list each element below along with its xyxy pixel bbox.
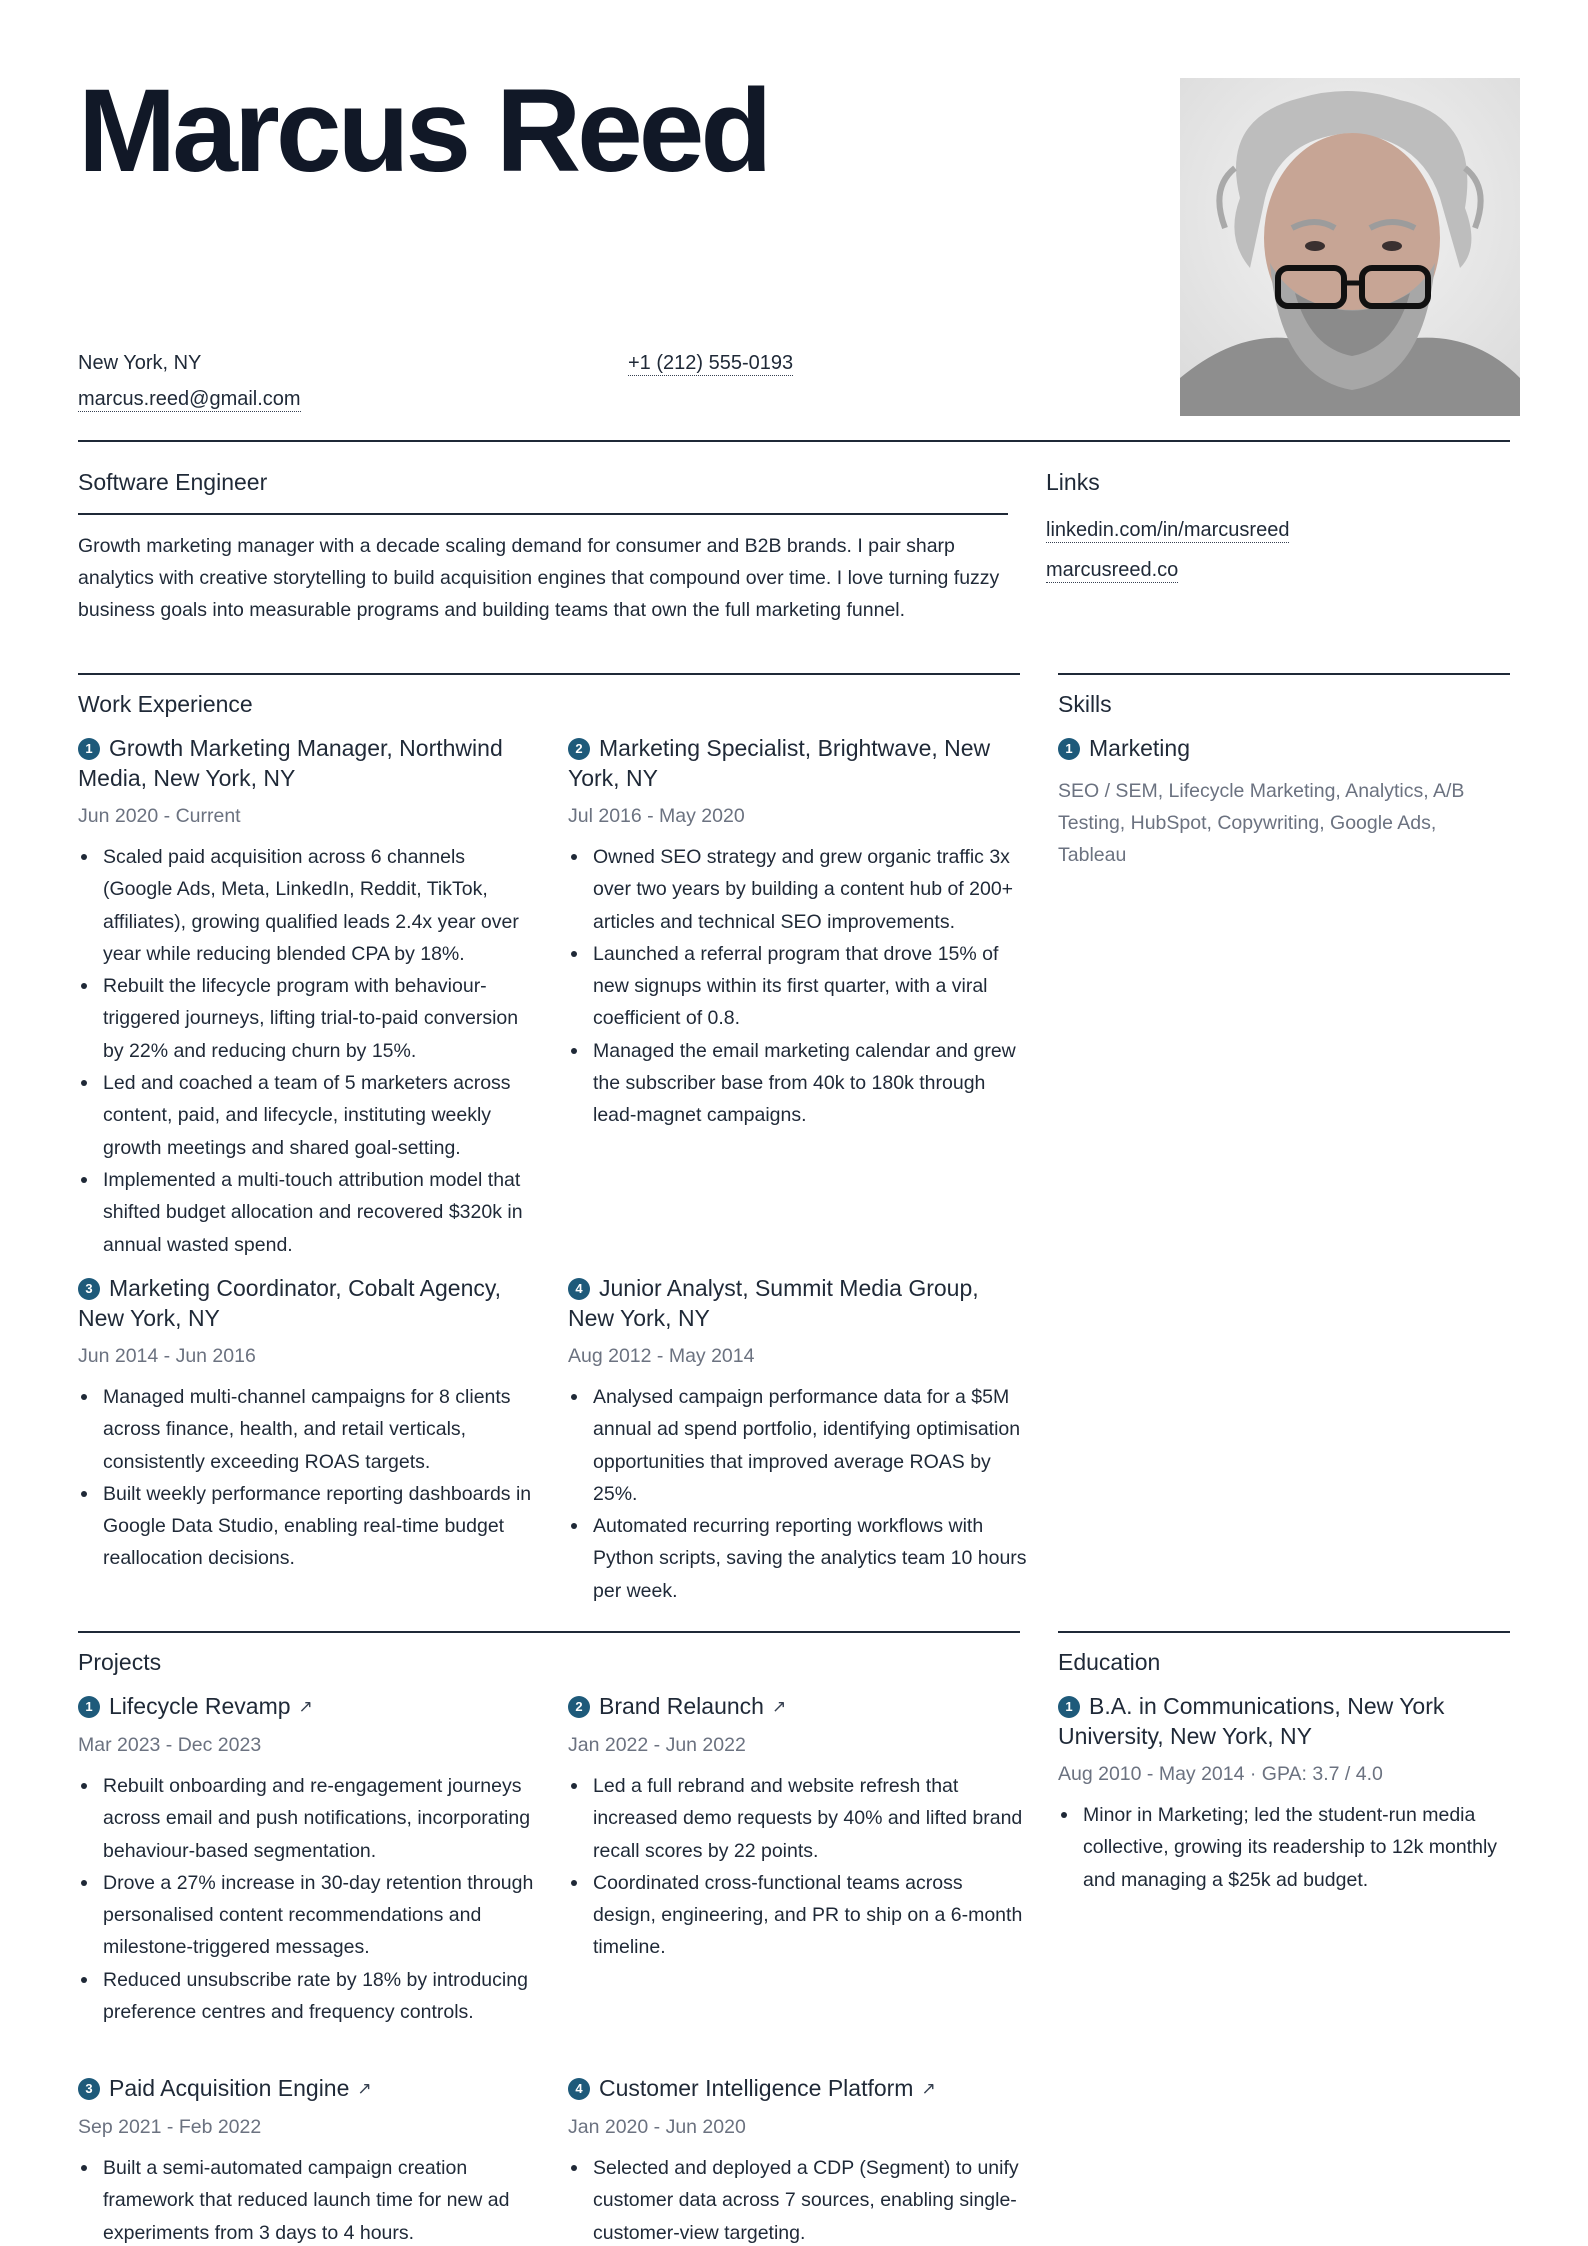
bullet-item: Launched a referral program that drove 15% of new signups within its first quarter, with a viral coefficient of 0.8. [568, 938, 1028, 1035]
project-date: Mar 2023 - Dec 2023 [78, 1734, 262, 1756]
entry-number-badge: 1 [78, 738, 100, 760]
project-entry-2 [568, 1691, 1028, 1964]
bullet-item: Analysed campaign performance data for a $5M annual ad spend portfolio, identifying optimisation opportunities that improved average ROAS by 25%. [568, 1381, 1028, 1510]
profile-photo [1180, 78, 1520, 416]
work-entry-title: 3 Marketing Coordinator, Cobalt Agency, New York, NY [78, 1275, 502, 1331]
work-entry-bullets [78, 1381, 538, 1575]
degree-title: 1 B.A. in Communications, New York University, New York, NY [1058, 1693, 1445, 1749]
work-entry-4 [568, 1273, 1028, 1607]
entry-number-badge: 4 [568, 2078, 590, 2100]
project-bullets [568, 2152, 1028, 2246]
bullet-item: Selected and deployed a CDP (Segment) to unify customer data across 7 sources, enabling single-customer-view targeting. [568, 2152, 1028, 2246]
project-bullets [568, 1770, 1028, 1964]
skills-heading: Skills [1058, 691, 1112, 717]
bullet-item: Coordinated cross-functional teams across design, engineering, and PR to ship on a 6-month timeline. [568, 1867, 1028, 1964]
job-title: Software Engineer [78, 469, 268, 495]
education-entry [1058, 1691, 1498, 1896]
bullet-item: Built weekly performance reporting dashboards in Google Data Studio, enabling real-time budget reallocation decisions. [78, 1478, 538, 1575]
project-bullets [78, 1770, 538, 2028]
bullet-item: Scaled paid acquisition across 6 channels (Google Ads, Meta, LinkedIn, Reddit, TikTok, affiliates), growing qualified leads 2.4x year over year while reducing blended CPA by 18%. [78, 841, 538, 970]
work-entry-bullets [78, 841, 538, 1261]
candidate-name: Marcus Reed [78, 65, 769, 197]
location-text: New York, NY [78, 352, 202, 374]
linkedin-link[interactable]: linkedin.com/in/marcusreed [1046, 519, 1290, 541]
email-link[interactable]: marcus.reed@gmail.com [78, 388, 301, 410]
entry-number-badge: 3 [78, 2078, 100, 2100]
profile-summary: Growth marketing manager with a decade scaling demand for consumer and B2B brands. I pair sharp analytics with creative storytelling to build acquisition engines that compound over time. I love turning fuzzy business goals into measurable programs and building teams that own the full marketing funnel. [78, 535, 1000, 621]
external-link-icon[interactable]: ↗ [298, 1697, 313, 1716]
project-date: Sep 2021 - Feb 2022 [78, 2116, 262, 2138]
entry-number-badge: 2 [568, 738, 590, 760]
work-entry-date: Jul 2016 - May 2020 [568, 805, 745, 827]
work-divider [78, 673, 1020, 675]
entry-number-badge: 1 [1058, 1696, 1080, 1718]
skill-list: SEO / SEM, Lifecycle Marketing, Analytics, A/B Testing, HubSpot, Copywriting, Google Ads, Tableau [1058, 780, 1465, 866]
project-title: 1 Lifecycle Revamp ↗ [78, 1691, 538, 1722]
work-entry-title: 2 Marketing Specialist, Brightwave, New York, NY [568, 735, 991, 791]
bullet-item: Rebuilt the lifecycle program with behaviour-triggered journeys, lifting trial-to-paid conversion by 22% and reducing churn by 15%. [78, 970, 538, 1067]
phone-link[interactable]: +1 (212) 555-0193 [628, 352, 794, 374]
work-heading: Work Experience [78, 691, 253, 717]
bullet-item: Implemented a multi-touch attribution model that shifted budget allocation and recovered $320k in annual wasted spend. [78, 1164, 538, 1261]
skills-divider [1058, 673, 1510, 675]
project-title: 4 Customer Intelligence Platform ↗ [568, 2073, 1028, 2104]
website-link[interactable]: marcusreed.co [1046, 559, 1179, 581]
bullet-item: Minor in Marketing; led the student-run media collective, growing its readership to 12k monthly and managing a $25k ad budget. [1058, 1799, 1498, 1896]
work-entry-date: Aug 2012 - May 2014 [568, 1345, 755, 1367]
work-entry-title: 4 Junior Analyst, Summit Media Group, New York, NY [568, 1275, 979, 1331]
entry-number-badge: 1 [1058, 738, 1080, 760]
project-title: 3 Paid Acquisition Engine ↗ [78, 2073, 538, 2104]
skills-entry [1058, 733, 1498, 871]
skill-category-title: 1 Marketing [1058, 733, 1498, 763]
bullet-item: Rebuilt onboarding and re-engagement journeys across email and push notifications, incorporating behaviour-based segmentation. [78, 1770, 538, 1867]
bullet-item: Led and coached a team of 5 marketers across content, paid, and lifecycle, instituting weekly growth meetings and shared goal-setting. [78, 1067, 538, 1164]
work-entry-date: Jun 2020 - Current [78, 805, 241, 827]
project-date: Jan 2020 - Jun 2020 [568, 2116, 746, 2138]
work-entry-2 [568, 733, 1028, 1132]
education-divider [1058, 1631, 1510, 1633]
bullet-item: Drove a 27% increase in 30-day retention through personalised content recommendations and milestone-triggered messages. [78, 1867, 538, 1964]
bullet-item: Led a full rebrand and website refresh that increased demo requests by 40% and lifted brand recall scores by 22 points. [568, 1770, 1028, 1867]
portrait-image [1180, 78, 1520, 416]
education-bullets [1058, 1799, 1498, 1896]
project-entry-1 [78, 1691, 538, 2028]
links-heading: Links [1046, 469, 1100, 495]
resume-page [78, 0, 1510, 2246]
entry-number-badge: 4 [568, 1278, 590, 1300]
external-link-icon[interactable]: ↗ [357, 2079, 372, 2098]
header-divider [78, 440, 1510, 442]
title-divider [78, 513, 1008, 515]
bullet-item: Managed multi-channel campaigns for 8 clients across finance, health, and retail verticals, consistently exceeding ROAS targets. [78, 1381, 538, 1478]
work-entry-3 [78, 1273, 538, 1575]
work-entry-bullets [568, 841, 1028, 1132]
external-link-icon[interactable]: ↗ [771, 1697, 787, 1716]
projects-divider [78, 1631, 1020, 1633]
bullet-item: Automated recurring reporting workflows with Python scripts, saving the analytics team 10 hours per week. [568, 1510, 1028, 1607]
entry-number-badge: 1 [78, 1696, 100, 1718]
project-entry-4 [568, 2073, 1028, 2246]
bullet-item: Managed the email marketing calendar and grew the subscriber base from 40k to 180k through lead-magnet campaigns. [568, 1035, 1028, 1132]
work-entry-title: 1 Growth Marketing Manager, Northwind Media, New York, NY [78, 735, 503, 791]
work-entry-date: Jun 2014 - Jun 2016 [78, 1345, 256, 1367]
bullet-item: Owned SEO strategy and grew organic traffic 3x over two years by building a content hub of 200+ articles and technical SEO improvements. [568, 841, 1028, 938]
project-bullets [78, 2152, 538, 2246]
bullet-item: Built a semi-automated campaign creation framework that reduced launch time for new ad experiments from 3 days to 4 hours. [78, 2152, 538, 2246]
bullet-item: Reduced unsubscribe rate by 18% by introducing preference centres and frequency controls. [78, 1964, 538, 2029]
project-date: Jan 2022 - Jun 2022 [568, 1734, 746, 1756]
entry-number-badge: 2 [568, 1696, 590, 1718]
project-entry-3 [78, 2073, 538, 2246]
work-entry-bullets [568, 1381, 1028, 1607]
projects-heading: Projects [78, 1649, 162, 1675]
education-date: Aug 2010 - May 2014 · GPA: 3.7 / 4.0 [1058, 1763, 1383, 1785]
project-title: 2 Brand Relaunch ↗ [568, 1691, 1028, 1722]
education-heading: Education [1058, 1649, 1161, 1675]
external-link-icon[interactable]: ↗ [921, 2079, 936, 2098]
entry-number-badge: 3 [78, 1278, 100, 1300]
work-entry-1 [78, 733, 538, 1261]
